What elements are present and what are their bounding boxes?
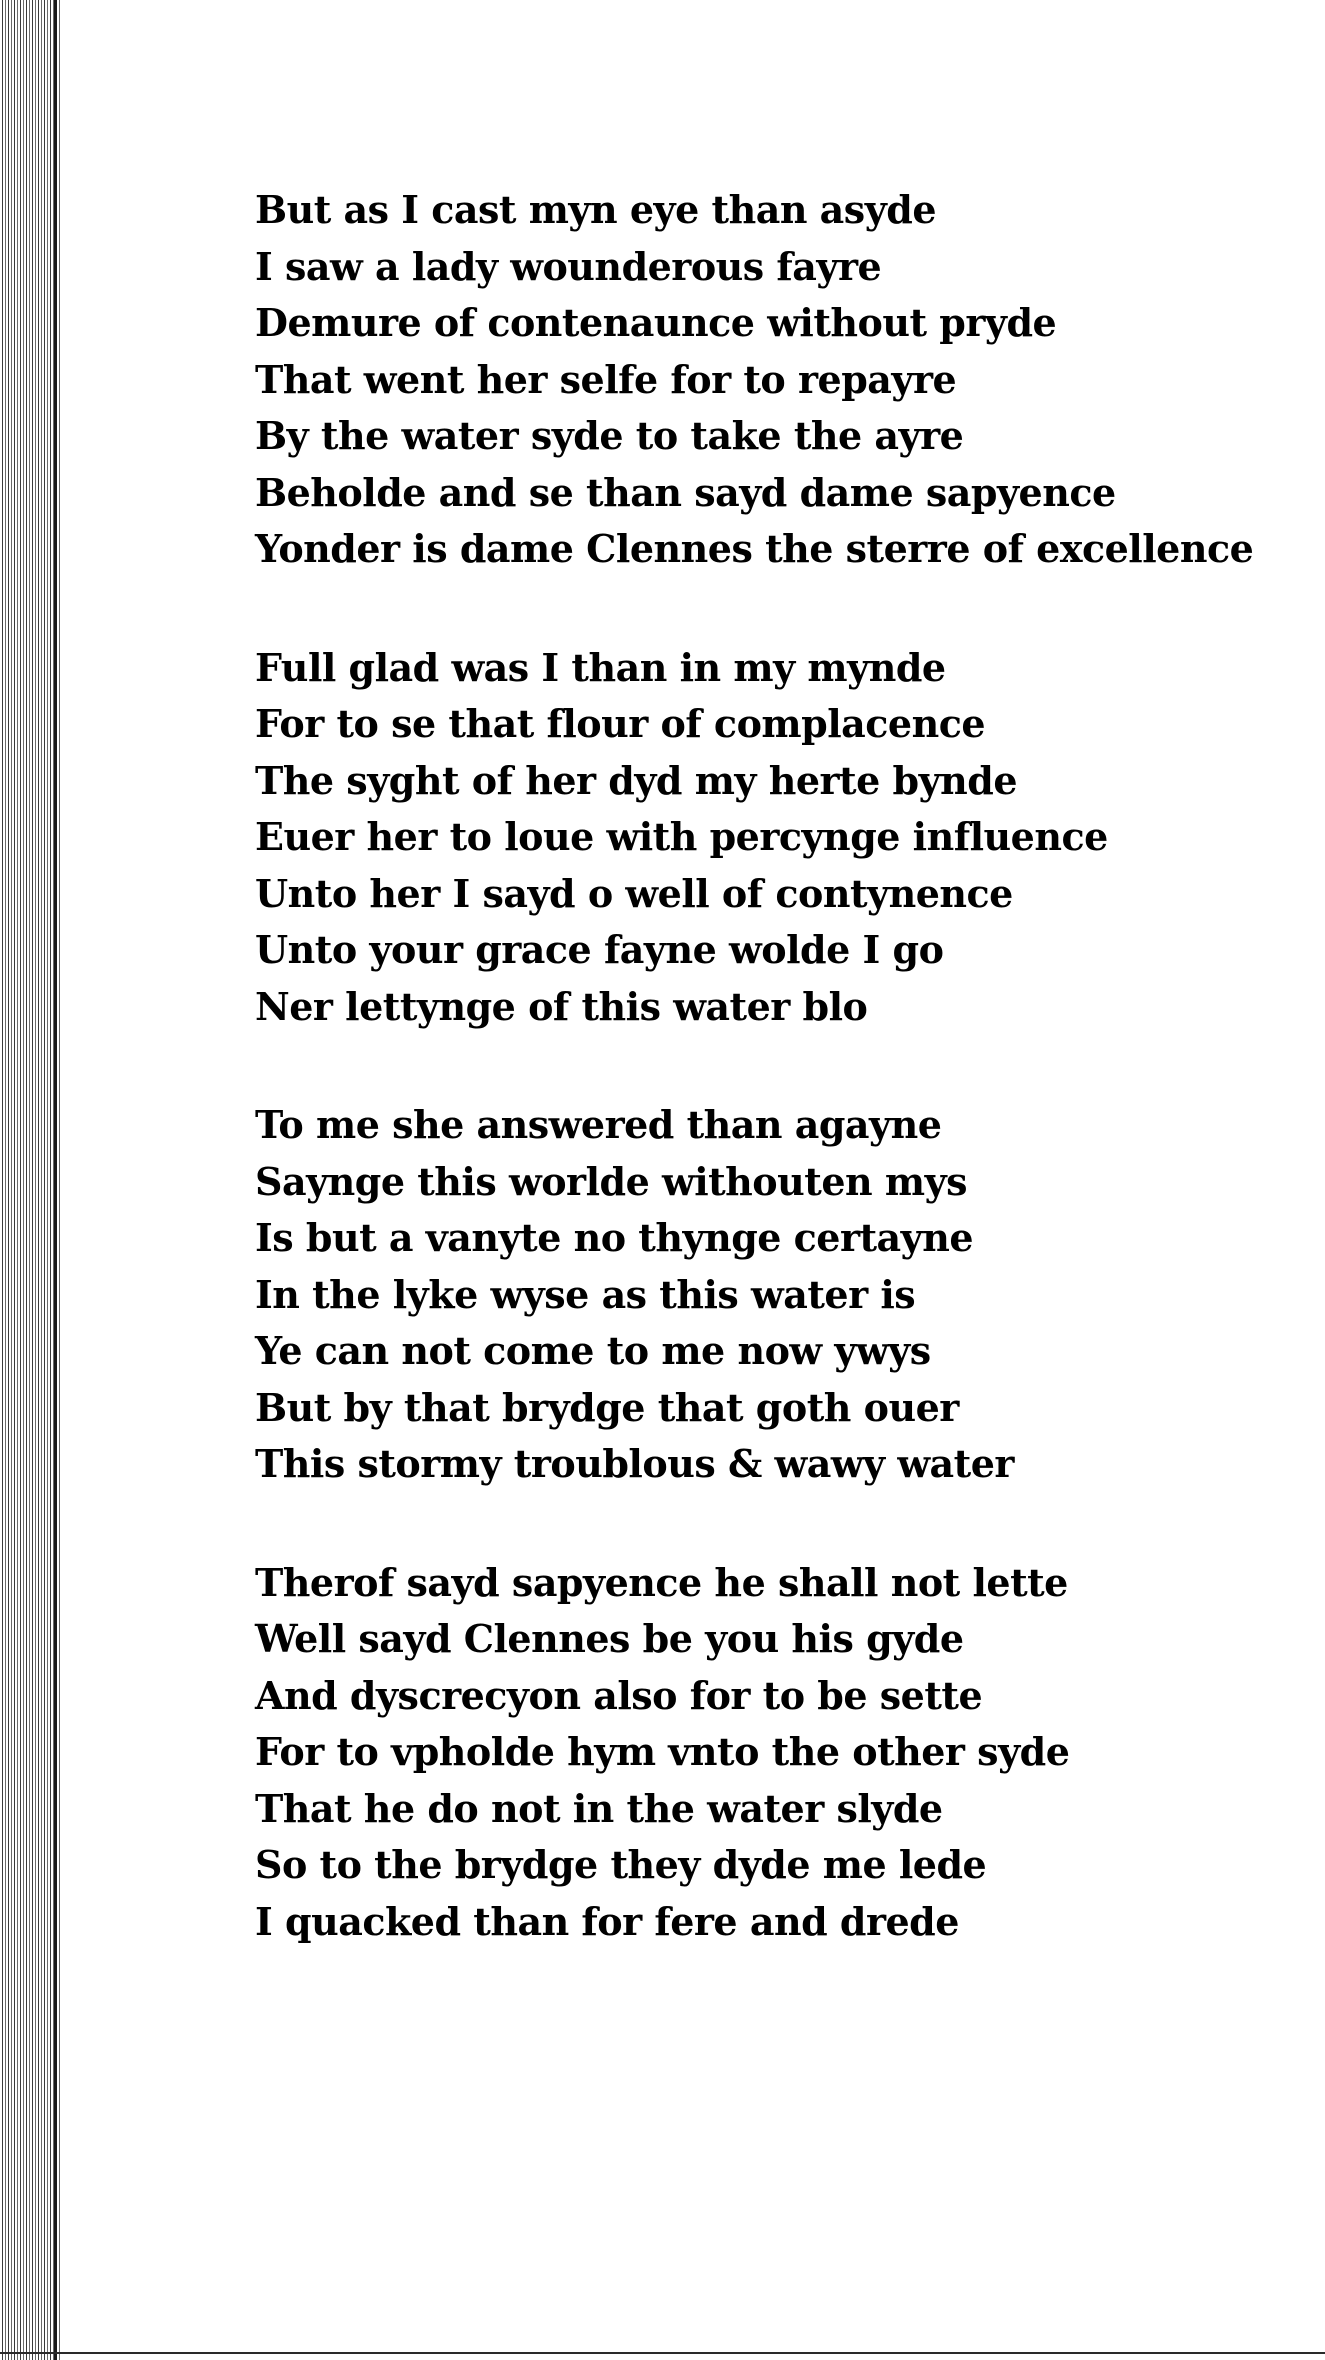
- stanza-2: [255, 640, 1305, 1036]
- stanza-1: [255, 182, 1305, 578]
- stanza-4: [255, 1555, 1305, 1951]
- verse-line: The syght of her dyd my herte bynde: [255, 757, 1018, 803]
- verse-line: Ye can not come to me now ywys: [255, 1328, 931, 1373]
- verse-line: Ner lettynge of this water blo: [255, 983, 868, 1029]
- verse-line: Therof sayd sapyence he shall not lette: [255, 1559, 1068, 1605]
- page-bottom-rule: [0, 2352, 1325, 2354]
- verse-line: And dyscrecyon also for to be sette: [255, 1672, 983, 1718]
- verse-line: Euer her to loue with percynge influence: [255, 814, 1108, 859]
- verse-line: That went her selfe for to repayre: [255, 356, 957, 402]
- verse-line: In the lyke wyse as this water is: [255, 1271, 916, 1317]
- verse-line: Beholde and se than sayd dame sapyence: [255, 469, 1116, 515]
- verse-line: To me she answered than agayne: [255, 1102, 942, 1147]
- verse-line: This stormy troublous & wawy water: [255, 1441, 1014, 1486]
- verse-line: I quacked than for fere and drede: [255, 1898, 959, 1944]
- verse-line: But as I cast myn eye than asyde: [255, 187, 937, 232]
- verse-line: Is but a vanyte no thynge certayne: [255, 1215, 974, 1260]
- verse-line: For to se that flour of complacence: [255, 701, 986, 746]
- verse-line: By the water syde to take the ayre: [255, 413, 964, 458]
- verse-line: That he do not in the water slyde: [255, 1785, 943, 1831]
- verse-line: I saw a lady wounderous fayre: [255, 243, 882, 289]
- verse-line: Yonder is dame Clennes the sterre of excellence: [255, 526, 1254, 571]
- binding-edge-rule: [54, 0, 57, 2360]
- poem-text-block: [255, 182, 1305, 2012]
- verse-line: Saynge this worlde withouten mys: [255, 1158, 968, 1204]
- verse-line: Demure of contenaunce without pryde: [255, 300, 1057, 345]
- binding-gutter: [0, 0, 62, 2360]
- verse-line: Well sayd Clennes be you his gyde: [255, 1616, 964, 1661]
- verse-line: For to vpholde hym vnto the other syde: [255, 1729, 1070, 1774]
- verse-line: Unto her I sayd o well of contynence: [255, 870, 1013, 916]
- verse-line: But by that brydge that goth ouer: [255, 1384, 959, 1430]
- verse-line: So to the brydge they dyde me lede: [255, 1842, 987, 1887]
- verse-line: Unto your grace fayne wolde I go: [255, 927, 944, 972]
- verse-line: Full glad was I than in my mynde: [255, 644, 946, 690]
- stanza-3: [255, 1097, 1305, 1493]
